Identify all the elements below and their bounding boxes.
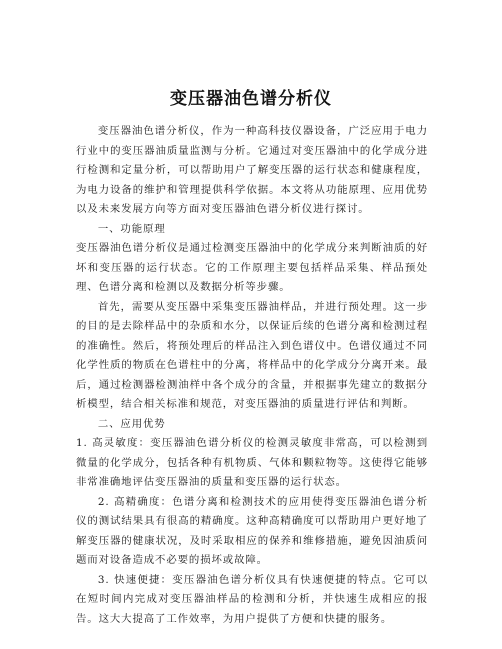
section-heading-advantages: 二、应用优势 bbox=[97, 417, 166, 430]
process-paragraph: 首先，需要从变压器中采集变压器油样品，并进行预处理。这一步的目的是去除样品中的杂质和水分，以保证后续的色谱分离和检测过程的准确性。然后，将预处理后的样品注入到色谱仪中。色谱仪通过不同化学性质的物质在色谱柱中的分离，将样品中的化学成分分离开来。最后，通过检测器检测油样中各个成分的含量，并根据事先建立的数据分析模型，结合相关标准和规范，对变压器油的质量进行评估和判断。 bbox=[76, 300, 428, 410]
section-heading-principle: 一、功能原理 bbox=[97, 222, 166, 235]
document-body bbox=[76, 122, 428, 629]
advantage-item-sensitivity: 1. 高灵敏度：变压器油色谱分析仪的检测灵敏度非常高，可以检测到微量的化学成分，包括各种有机物质、气体和颗粒物等。这使得它能够非常准确地评估变压器油的质量和变压器的运行状态。 bbox=[76, 437, 428, 488]
principle-paragraph: 变压器油色谱分析仪是通过检测变压器油中的化学成分来判断油质的好坏和变压器的运行状态。它的工作原理主要包括样品采集、样品预处理、色谱分离和检测以及数据分析等步骤。 bbox=[76, 242, 428, 293]
advantage-item-precision: 2. 高精确度：色谱分离和检测技术的应用使得变压器油色谱分析仪的测试结果具有很高的精确度。这种高精确度可以帮助用户更好地了解变压器的健康状况，及时采取相应的保养和维修措施，避免因油质问题而对设备造成不必要的损坏或故障。 bbox=[76, 495, 428, 566]
intro-paragraph: 变压器油色谱分析仪，作为一种高科技仪器设备，广泛应用于电力行业中的变压器油质量监测与分析。它通过对变压器油中的化学成分进行检测和定量分析，可以帮助用户了解变压器的运行状态和健康程度，为电力设备的维护和管理提供科学依据。本文将从功能原理、应用优势以及未来发展方向等方面对变压器油色谱分析仪进行探讨。 bbox=[76, 125, 428, 215]
page-title: 变压器油色谱分析仪 bbox=[170, 89, 332, 109]
advantage-item-speed: 3. 快速便捷：变压器油色谱分析仪具有快速便捷的特点。它可以在短时间内完成对变压器油样品的检测和分析，并快速生成相应的报告。这大大提高了工作效率，为用户提供了方便和快捷的服务。 bbox=[76, 573, 428, 625]
